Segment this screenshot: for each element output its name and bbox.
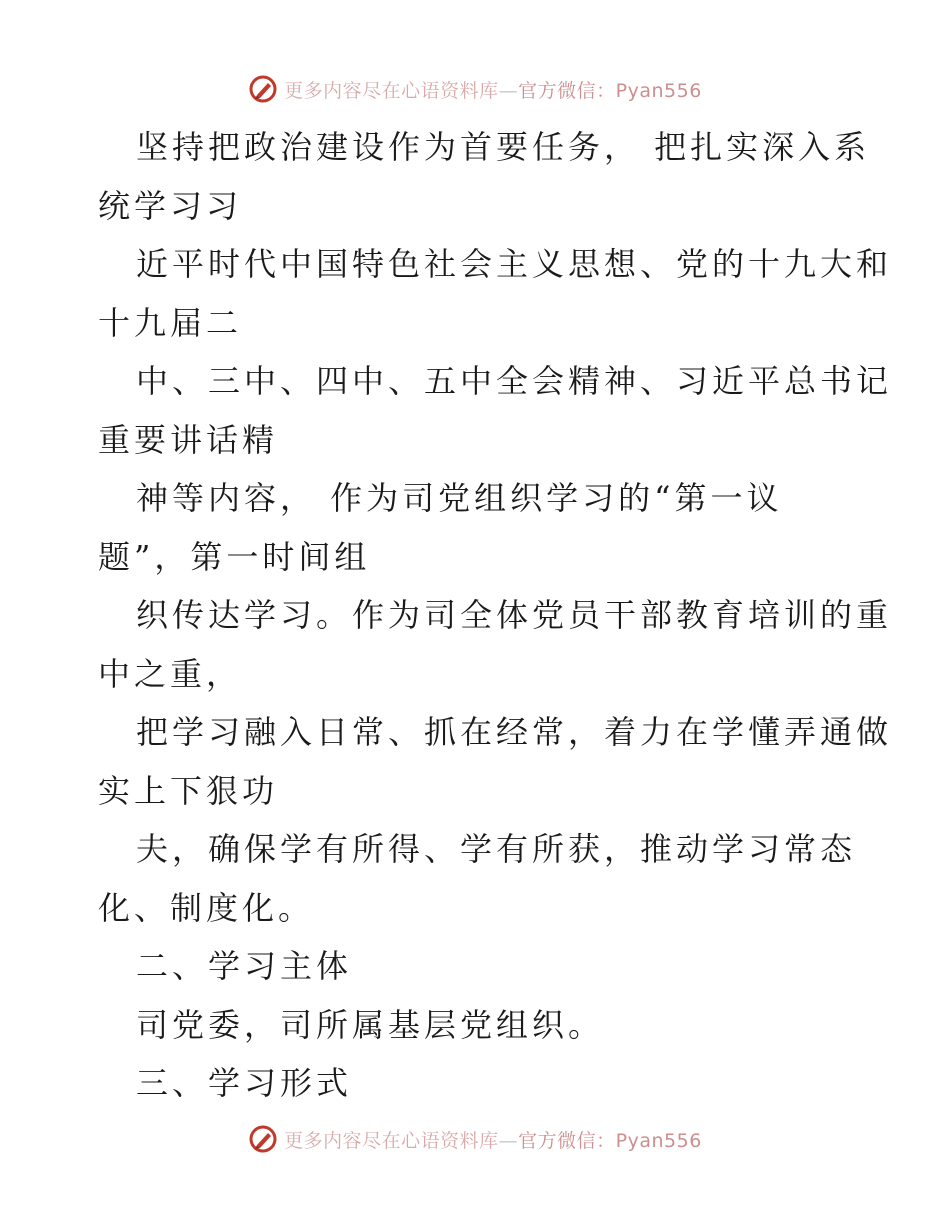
text-line: 夫，确保学有所得、学有所获，推动学习常态 bbox=[136, 830, 857, 868]
text-line: 司党委，司所属基层党组织。 bbox=[136, 1005, 605, 1044]
text-line: 实上下狠功 bbox=[98, 771, 279, 810]
text-line: 化、制度化。 bbox=[98, 888, 315, 927]
text-line: 题”，第一时间组 bbox=[98, 537, 371, 576]
text-line: 神等内容， 作为司党组织学习的“第一议 bbox=[136, 479, 783, 517]
header-watermark bbox=[0, 72, 950, 106]
footer-watermark bbox=[0, 1122, 950, 1156]
text-line: 统学习习 bbox=[98, 186, 243, 225]
section-heading: 二、学习主体 bbox=[136, 947, 353, 985]
text-line: 中之重， bbox=[98, 654, 243, 693]
pen-logo-icon bbox=[248, 74, 278, 104]
watermark-text: 更多内容尽在心语资料库—官方微信：Pyan556 bbox=[284, 79, 702, 102]
text-line: 中、三中、四中、五中全会精神、习近平总书记 bbox=[136, 362, 893, 400]
text-line: 把学习融入日常、抓在经常，着力在学懂弄通做 bbox=[136, 713, 893, 751]
pen-logo-icon bbox=[248, 1124, 278, 1154]
text-line: 织传达学习。作为司全体党员干部教育培训的重 bbox=[136, 596, 893, 634]
watermark-text: 更多内容尽在心语资料库—官方微信：Pyan556 bbox=[284, 1129, 702, 1152]
text-line: 近平时代中国特色社会主义思想、党的十九大和 bbox=[136, 245, 893, 283]
text-line: 坚持把政治建设作为首要任务， 把扎实深入系 bbox=[136, 128, 871, 166]
text-line: 重要讲话精 bbox=[98, 420, 279, 459]
document-body bbox=[98, 118, 893, 1113]
section-heading: 三、学习形式 bbox=[136, 1064, 353, 1102]
text-line: 十九届二 bbox=[98, 303, 243, 342]
